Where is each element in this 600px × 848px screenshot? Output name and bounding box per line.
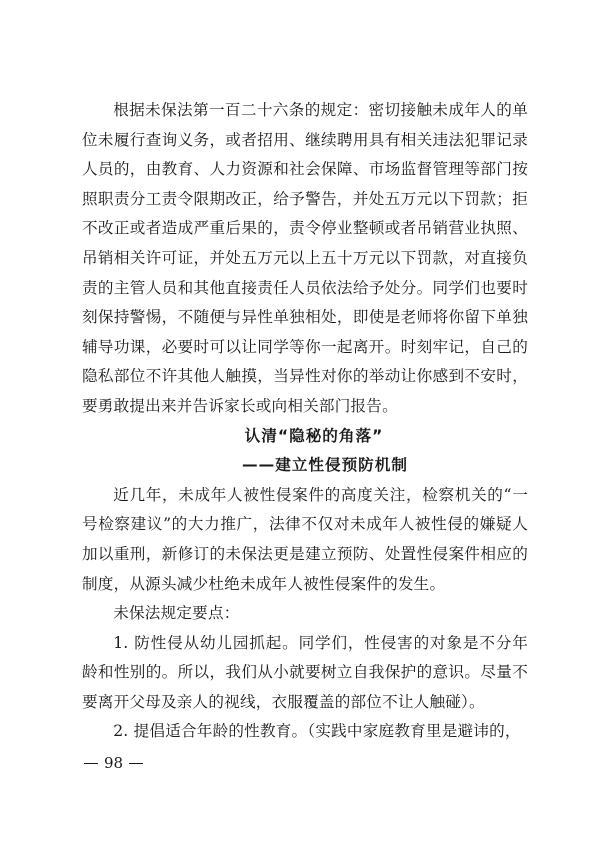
page-number: 98 <box>104 754 124 772</box>
paragraph-4: 1. 防性侵从幼儿园抓起。同学们，性侵害的对象是不分年龄和性别的。所以，我们从小就要树立自我保护的意识。尽量不要离开父母及亲人的视线，衣服覆盖的部位不让人触碰）。 <box>82 633 528 711</box>
section-title: 认清“隐秘的角落” <box>244 426 384 445</box>
section-subtitle: ——建立性侵预防机制 <box>242 456 408 475</box>
footer-dash-right <box>129 763 143 764</box>
body-text <box>82 96 528 747</box>
page-footer <box>84 754 143 772</box>
footer-dash-left <box>84 763 98 764</box>
paragraph-5: 2. 提倡适合年龄的性教育。（实践中家庭教育里是避讳的， <box>113 722 521 741</box>
paragraph-3: 未保法规定要点： <box>113 604 240 623</box>
paragraph-1: 根据未保法第一百二十六条的规定：密切接触未成年人的单位未履行查询义务，或者招用、继续聘用具有相关违法犯罪记录人员的，由教育、人力资源和社会保障、市场监督管理等部门按照职责分工责令限期改正，给予警告，并处五万元以下罚款；拒不改正或者造成严重后果的，责令停业整顿或者吊销营业执照、吊销相关许可证，并处五万元以上五十万元以下罚款，对直接负责的主管人员和其他直接责任人员依法给予处分。同学们也要时刻保持警惕，不随便与异性单独相处，即使是老师将你留下单独辅导功课，必要时可以让同学等你一起离开。时刻牢记，自己的隐私部位不许其他人触摸，当异性对你的举动让你感到不安时，要勇敢提出来并告诉家长或向相关部门报告。 <box>82 101 528 415</box>
paragraph-2: 近几年，未成年人被性侵案件的高度关注，检察机关的“一号检察建议”的大力推广，法律不仅对未成年人被性侵的嫌疑人加以重刑，新修订的未保法更是建立预防、处置性侵案件相应的制度，从源头减少杜绝未成年人被性侵案件的发生。 <box>82 485 528 593</box>
